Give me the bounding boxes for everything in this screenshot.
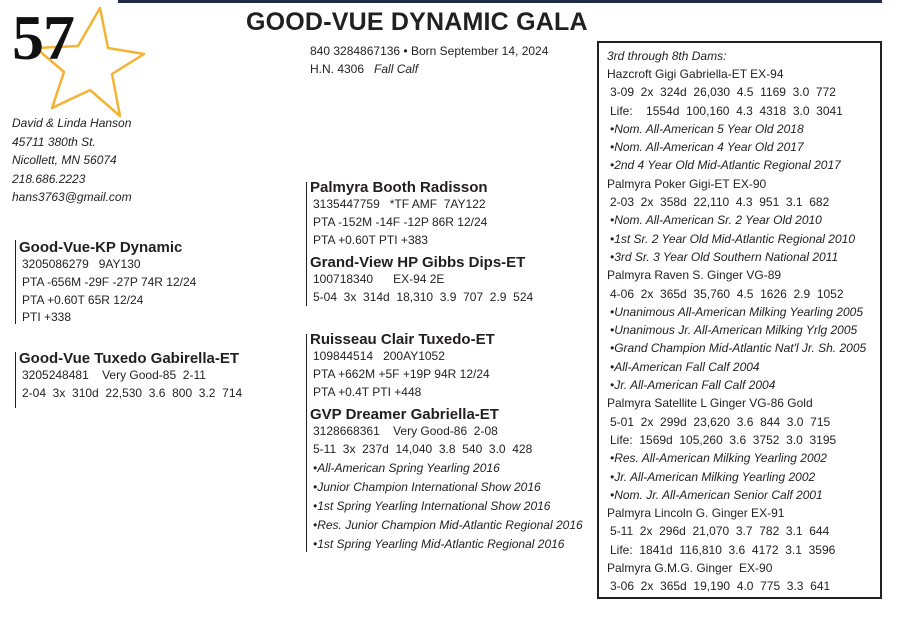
dam-block <box>19 350 242 403</box>
sire-name: Good-Vue-KP Dynamic <box>19 239 183 256</box>
dam-sire-block <box>310 331 495 401</box>
dam-dam-award: •All-American Spring Yearling 2016 <box>313 460 500 475</box>
dam-entry-record: Life: 1841d 116,810 3.6 4172 3.1 3596 <box>610 542 836 557</box>
dam-entry-record: 3-06 2x 365d 19,190 4.0 775 3.3 641 <box>610 579 831 594</box>
dam-entry-record: Life: 1569d 105,260 3.6 3752 3.0 3195 <box>610 432 837 447</box>
dam-entry-award: •Unanimous All-American Milking Yearling 2005 <box>610 304 863 319</box>
dam-sire-line: PTA +662M +5F +19P 94R 12/24 <box>313 366 490 381</box>
dam-entry-record: 5-11 2x 296d 21,070 3.7 782 3.1 644 <box>610 524 830 539</box>
dam-bracket <box>15 352 16 408</box>
lot-number: 57 <box>12 2 74 73</box>
dams-box-header: 3rd through 8th Dams: <box>607 49 727 63</box>
sire-dam-line: 5-04 3x 314d 18,310 3.9 707 2.9 524 <box>313 289 534 304</box>
sire-line: PTA +0.60T 65R 12/24 <box>22 292 144 307</box>
sire-dam-name: Grand-View HP Gibbs Dips-ET <box>310 254 526 271</box>
dam-dam-award: •1st Spring Yearling International Show 2016 <box>313 498 551 513</box>
animal-name: GOOD-VUE DYNAMIC GALA <box>246 8 588 36</box>
dam-entry-award: •Jr. All-American Fall Calf 2004 <box>610 378 776 393</box>
dam-entry-award: •Nom. All-American 4 Year Old 2017 <box>610 140 804 155</box>
consignor-name: David & Linda Hanson <box>12 116 132 130</box>
dam-line: 3205248481 Very Good-85 2-11 <box>22 368 206 382</box>
dam-sire-line: PTA +0.4T PTI +448 <box>313 384 422 399</box>
dam-entry-award: •Jr. All-American Milking Yearling 2002 <box>610 469 816 484</box>
dams-box <box>607 47 866 596</box>
dam-sire-line: 109844514 200AY1052 <box>313 349 445 363</box>
dam-entry-award: •Nom. All-American 5 Year Old 2018 <box>610 121 804 136</box>
dam-entry-name: Palmyra Raven S. Ginger VG-89 <box>607 268 782 283</box>
dam-entry-record: 2-03 2x 358d 22,110 4.3 951 3.1 682 <box>610 195 830 210</box>
herd-number-line <box>310 60 548 78</box>
sire-bracket <box>15 240 16 324</box>
sire-sire-line: PTA -152M -14F -12P 86R 12/24 <box>313 214 488 229</box>
dam-entry-name: Palmyra Lincoln G. Ginger EX-91 <box>607 506 785 521</box>
dam-entry-award: •3rd Sr. 3 Year Old Southern National 2011 <box>610 249 839 264</box>
dam-family-bracket <box>306 334 307 552</box>
dam-dam-line: 3128668361 Very Good-86 2-08 <box>313 424 498 438</box>
consignor-phone: 218.686.2223 <box>12 171 86 186</box>
dam-sire-name: Ruisseau Clair Tuxedo-ET <box>310 331 495 348</box>
dam-entry-name: Palmyra G.M.G. Ginger EX-90 <box>607 561 773 576</box>
dam-entry-award: •All-American Fall Calf 2004 <box>610 359 760 374</box>
animal-class: Fall Calf <box>374 62 419 76</box>
dam-entry-award: •Unanimous Jr. All-American Milking Yrlg 2005 <box>610 323 858 338</box>
dam-dam-block <box>310 406 583 554</box>
dam-entry-record: Life: 1554d 100,160 4.3 4318 3.0 3041 <box>610 103 843 118</box>
sire-dam-line: 100718340 EX-94 2E <box>313 272 445 286</box>
dam-line: 2-04 3x 310d 22,530 3.6 800 3.2 714 <box>22 385 243 400</box>
dam-dam-award: •Res. Junior Champion Mid-Atlantic Regional 2016 <box>313 517 583 532</box>
dam-entry-record: 5-01 2x 299d 23,620 3.6 844 3.0 715 <box>610 414 831 429</box>
sire-sire-line: 3135447759 *TF AMF 7AY122 <box>313 197 486 211</box>
dam-dam-name: GVP Dreamer Gabriella-ET <box>310 406 499 423</box>
sire-sire-block <box>310 179 488 249</box>
sire-dam-block <box>310 254 533 307</box>
dam-entry-award: •2nd 4 Year Old Mid-Atlantic Regional 2017 <box>610 158 841 173</box>
dam-entry-name: Palmyra Satellite L Ginger VG-86 Gold <box>607 396 813 411</box>
herd-number: H.N. 4306 <box>310 62 365 76</box>
dam-entry-award: •Grand Champion Mid-Atlantic Nat'l Jr. Sh. 2005 <box>610 341 867 356</box>
sire-line: 3205086279 9AY130 <box>22 257 141 271</box>
dam-dam-line: 5-11 3x 237d 14,040 3.8 540 3.0 428 <box>313 441 533 456</box>
sire-line: PTI +338 <box>22 310 72 325</box>
consignor-address: 45711 380th St. <box>12 134 96 149</box>
dam-entry-name: Hazcroft Gigi Gabriella-ET EX-94 <box>607 67 784 81</box>
sire-line: PTA -656M -29F -27P 74R 12/24 <box>22 274 197 289</box>
dam-entry-award: •Nom. Jr. All-American Senior Calf 2001 <box>610 487 823 502</box>
sire-family-bracket <box>306 182 307 306</box>
consignor-city: Nicollett, MN 56074 <box>12 153 117 168</box>
consignor-info <box>12 114 132 207</box>
dam-entry-award: •1st Sr. 2 Year Old Mid-Atlantic Regional 2010 <box>610 231 855 246</box>
dam-entry-record: 4-06 2x 365d 35,760 4.5 1626 2.9 1052 <box>610 286 844 301</box>
dam-entry-award: •Nom. All-American Sr. 2 Year Old 2010 <box>610 213 822 228</box>
dam-dam-award: •Junior Champion International Show 2016 <box>313 479 541 494</box>
sire-sire-line: PTA +0.60T PTI +383 <box>313 232 428 247</box>
sire-block <box>19 239 196 327</box>
registration-line: 840 3284867136 • Born September 14, 2024 <box>310 44 549 58</box>
dam-entry-award: •Res. All-American Milking Yearling 2002 <box>610 451 827 466</box>
dam-entry-record: 3-09 2x 324d 26,030 4.5 1169 3.0 772 <box>610 85 836 100</box>
consignor-email[interactable]: hans3763@gmail.com <box>12 190 132 205</box>
sire-sire-name: Palmyra Booth Radisson <box>310 179 488 196</box>
dam-dam-award: •1st Spring Yearling Mid-Atlantic Regional 2016 <box>313 536 565 551</box>
registration-info <box>310 42 548 78</box>
top-rule <box>118 0 882 3</box>
dam-name: Good-Vue Tuxedo Gabirella-ET <box>19 350 240 367</box>
dam-entry-name: Palmyra Poker Gigi-ET EX-90 <box>607 176 767 191</box>
